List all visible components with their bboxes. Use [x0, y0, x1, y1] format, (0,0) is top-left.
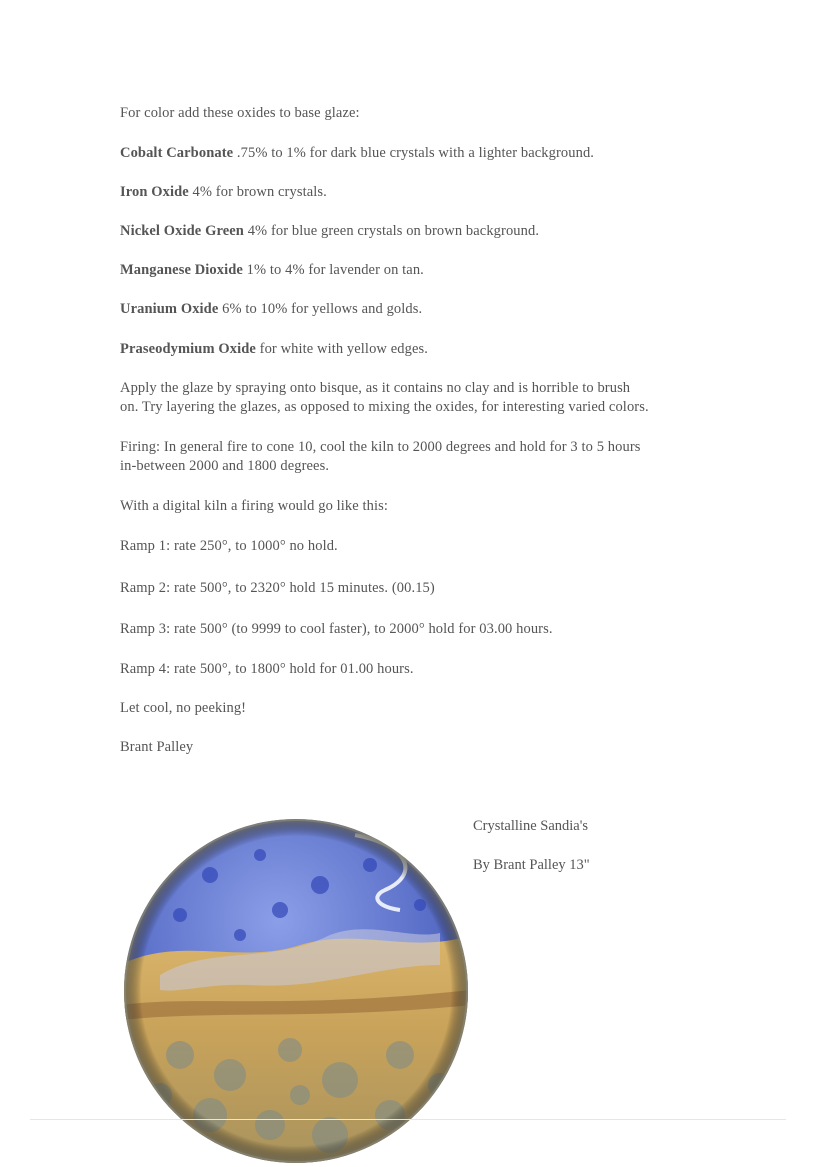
plate-photo — [120, 815, 472, 1167]
oxide-desc: 4% for blue green crystals on brown background. — [243, 223, 540, 239]
firing-line-1: Firing: In general fire to cone 10, cool the kiln to 2000 degrees and hold for 3 to 5 hours — [120, 439, 641, 455]
oxide-name: Cobalt Carbonate — [120, 145, 234, 161]
firing-line-2: in-between 2000 and 1800 degrees. — [120, 458, 330, 474]
oxide-desc: 6% to 10% for yellows and golds. — [218, 301, 423, 317]
apply-line-2: on. Try layering the glazes, as opposed to mixing the oxides, for interesting varied colors. — [120, 399, 649, 415]
oxide-cobalt — [120, 144, 720, 163]
closing-text: Let cool, no peeking! — [120, 700, 247, 716]
page-bottom-rule — [30, 1119, 786, 1120]
apply-line-1: Apply the glaze by spraying onto bisque, as it contains no clay and is horrible to brush — [120, 380, 631, 396]
oxide-desc: .75% to 1% for dark blue crystals with a lighter background. — [233, 145, 595, 161]
oxide-desc: for white with yellow edges. — [255, 341, 428, 357]
ramp-1: Ramp 1: rate 250°, to 1000° no hold. — [120, 538, 338, 554]
signature: Brant Palley — [120, 739, 194, 755]
oxide-desc: 1% to 4% for lavender on tan. — [242, 262, 424, 278]
ramp-2: Ramp 2: rate 500°, to 2320° hold 15 minutes. (00.15) — [120, 580, 435, 596]
oxide-praseodymium — [120, 340, 720, 359]
oxide-desc: 4% for brown crystals. — [188, 184, 327, 200]
oxide-uranium — [120, 300, 720, 319]
intro-text: For color add these oxides to base glaze: — [120, 105, 360, 121]
ramp-3: Ramp 3: rate 500° (to 9999 to cool faster), to 2000° hold for 03.00 hours. — [120, 621, 553, 637]
caption-title: Crystalline Sandia's — [473, 818, 588, 834]
oxide-name: Iron Oxide — [120, 184, 189, 200]
oxide-name: Nickel Oxide Green — [120, 223, 244, 239]
oxide-name: Praseodymium Oxide — [120, 341, 256, 357]
oxide-name: Uranium Oxide — [120, 301, 219, 317]
oxide-iron — [120, 183, 720, 202]
oxide-manganese — [120, 261, 720, 280]
caption-byline: By Brant Palley 13" — [473, 857, 590, 873]
oxide-nickel — [120, 222, 720, 241]
digital-intro: With a digital kiln a firing would go like this: — [120, 498, 389, 514]
oxide-name: Manganese Dioxide — [120, 262, 243, 278]
ramp-4: Ramp 4: rate 500°, to 1800° hold for 01.00 hours. — [120, 661, 414, 677]
